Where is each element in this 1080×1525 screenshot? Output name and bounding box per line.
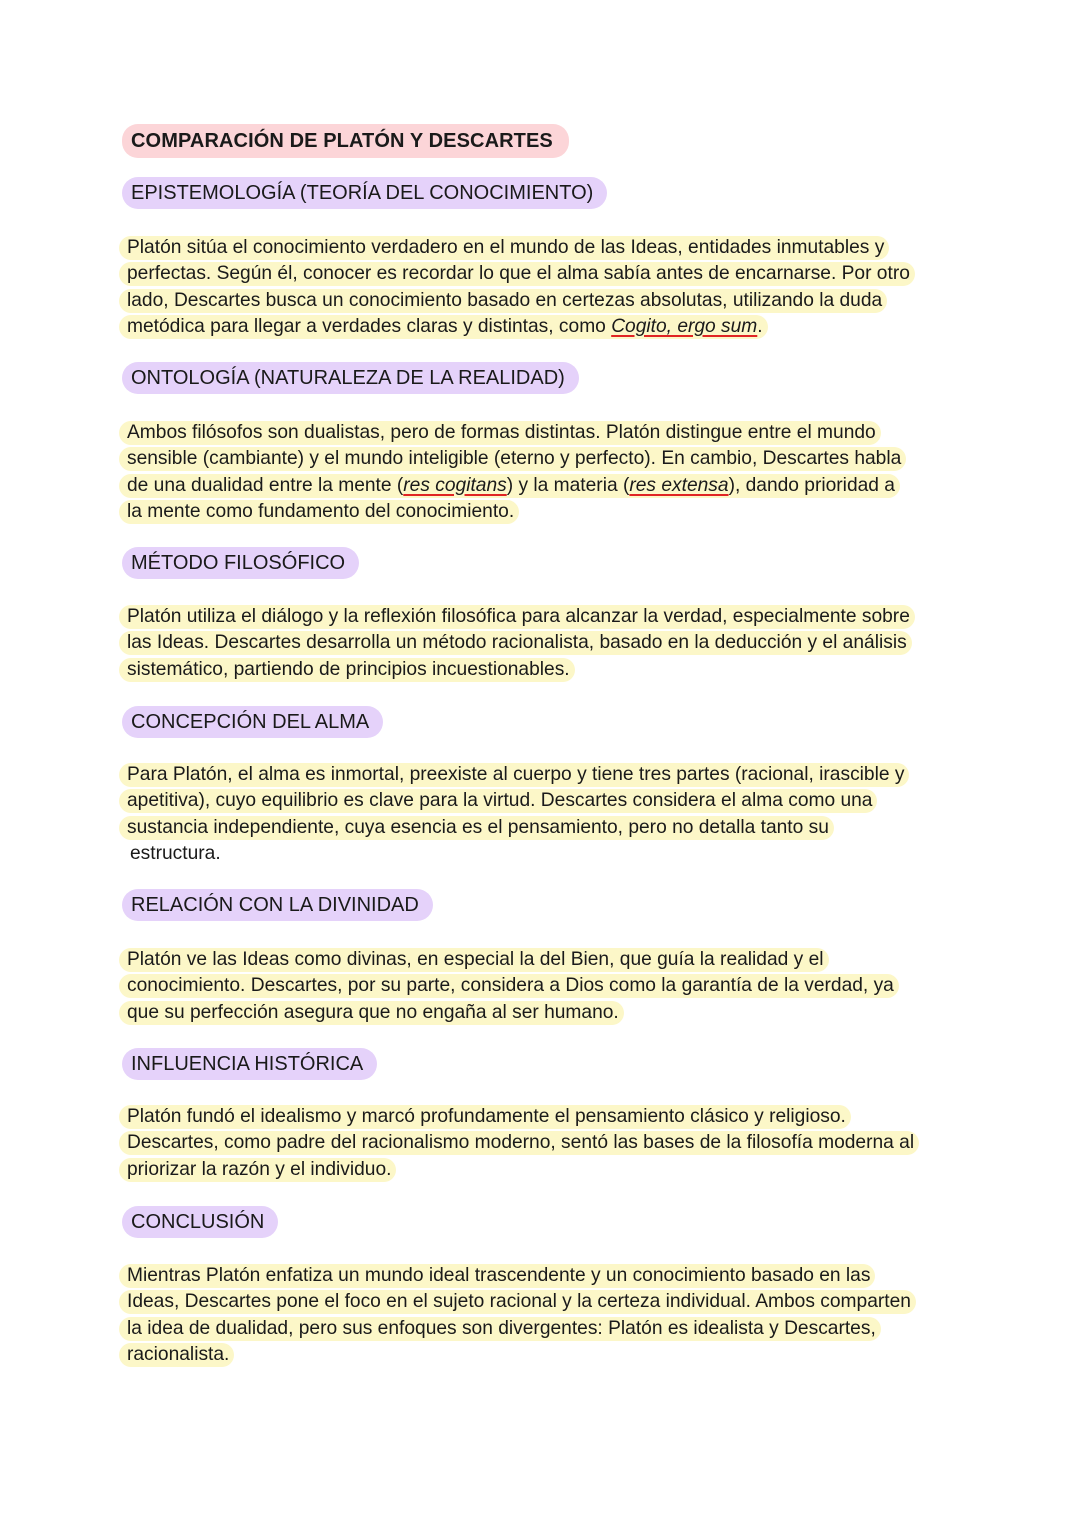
highlighted-text: Para Platón, el alma es inmortal, preexiste al cuerpo y tiene tres partes (racional, irascible y (119, 763, 909, 787)
latin-phrase-res-cogitans: res cogitans (403, 474, 507, 496)
highlighted-text (119, 474, 900, 498)
section-heading-conclusion: CONCLUSIÓN (122, 1206, 278, 1238)
text-line (122, 473, 957, 499)
text-run: ), dando prioridad a (728, 474, 895, 496)
text-line (122, 657, 957, 683)
text-line (122, 1157, 957, 1183)
highlighted-text: que su perfección asegura que no engaña al ser humano. (119, 1001, 624, 1025)
highlighted-text: sensible (cambiante) y el mundo inteligible (eterno y perfecto). En cambio, Descartes habla (119, 447, 906, 471)
section-heading-epistemologia: EPISTEMOLOGÍA (TEORÍA DEL CONOCIMIENTO) (122, 177, 607, 209)
text-run: ) y la materia ( (506, 474, 630, 496)
text-run: de una dualidad entre la mente ( (127, 474, 404, 496)
text-line (122, 1104, 957, 1130)
section-heading-influencia: INFLUENCIA HISTÓRICA (122, 1048, 377, 1080)
plain-text: estructura. (130, 842, 221, 864)
document-title: COMPARACIÓN DE PLATÓN Y DESCARTES (122, 124, 569, 158)
highlighted-text: Mientras Platón enfatiza un mundo ideal trascendente y un conocimiento basado en las (119, 1264, 875, 1288)
text-line (122, 841, 957, 867)
highlighted-text (119, 315, 768, 339)
section-body-conclusion (122, 1263, 957, 1368)
text-line (122, 1130, 957, 1156)
section-heading-ontologia: ONTOLOGÍA (NATURALEZA DE LA REALIDAD) (122, 362, 579, 394)
highlighted-text: Platón fundó el idealismo y marcó profundamente el pensamiento clásico y religioso. (119, 1105, 851, 1129)
text-line (122, 288, 957, 314)
highlighted-text: Platón utiliza el diálogo y la reflexión filosófica para alcanzar la verdad, especialmente sobre (119, 605, 915, 629)
text-line (122, 1316, 957, 1342)
text-line (122, 815, 957, 841)
text-line (122, 446, 957, 472)
text-line (122, 947, 957, 973)
highlighted-text: priorizar la razón y el individuo. (119, 1158, 396, 1182)
section-body-alma (122, 762, 957, 867)
text-line (122, 762, 957, 788)
text-line (122, 1342, 957, 1368)
highlighted-text: Platón sitúa el conocimiento verdadero en el mundo de las Ideas, entidades inmutables y (119, 236, 889, 260)
highlighted-text: lado, Descartes busca un conocimiento basado en certezas absolutas, utilizando la duda (119, 289, 887, 313)
highlighted-text: perfectas. Según él, conocer es recordar lo que el alma sabía antes de encarnarse. Por otro (119, 262, 915, 286)
text-line (122, 261, 957, 287)
highlighted-text: Descartes, como padre del racionalismo moderno, sentó las bases de la filosofía moderna al (119, 1131, 919, 1155)
highlighted-text: la idea de dualidad, pero sus enfoques son divergentes: Platón es idealista y Descartes, (119, 1317, 881, 1341)
text-run: . (757, 315, 763, 337)
text-line (122, 314, 957, 340)
latin-phrase-cogito: Cogito, ergo sum (611, 315, 758, 337)
highlighted-text: las Ideas. Descartes desarrolla un método racionalista, basado en la deducción y el análisis (119, 631, 912, 655)
highlighted-text: Ambos filósofos son dualistas, pero de formas distintas. Platón distingue entre el mundo (119, 421, 881, 445)
text-line (122, 604, 957, 630)
highlighted-text: racionalista. (119, 1343, 234, 1367)
section-heading-metodo: MÉTODO FILOSÓFICO (122, 547, 359, 579)
text-line (122, 1289, 957, 1315)
section-body-metodo (122, 604, 957, 683)
highlighted-text: conocimiento. Descartes, por su parte, considera a Dios como la garantía de la verdad, ya (119, 974, 899, 998)
text-line (122, 1263, 957, 1289)
text-run: metódica para llegar a verdades claras y distintas, como (127, 315, 612, 337)
text-line (122, 630, 957, 656)
highlighted-text: Ideas, Descartes pone el foco en el sujeto racional y la certeza individual. Ambos comparten (119, 1290, 916, 1314)
highlighted-text: sustancia independiente, cuya esencia es el pensamiento, pero no detalla tanto su (119, 816, 834, 840)
section-heading-divinidad: RELACIÓN CON LA DIVINIDAD (122, 889, 433, 921)
section-heading-alma: CONCEPCIÓN DEL ALMA (122, 706, 383, 738)
highlighted-text: Platón ve las Ideas como divinas, en especial la del Bien, que guía la realidad y el (119, 948, 829, 972)
text-line (122, 788, 957, 814)
text-line (122, 1000, 957, 1026)
highlighted-text: la mente como fundamento del conocimiento. (119, 500, 519, 524)
text-line (122, 235, 957, 261)
highlighted-text: apetitiva), cuyo equilibrio es clave para la virtud. Descartes considera el alma como una (119, 789, 877, 813)
section-body-influencia (122, 1104, 957, 1183)
section-body-divinidad (122, 947, 957, 1026)
latin-phrase-res-extensa: res extensa (629, 474, 729, 496)
section-body-ontologia (122, 420, 957, 525)
section-body-epistemologia (122, 235, 957, 340)
highlighted-text: sistemático, partiendo de principios incuestionables. (119, 658, 575, 682)
text-line (122, 420, 957, 446)
text-line (122, 499, 957, 525)
text-line (122, 973, 957, 999)
